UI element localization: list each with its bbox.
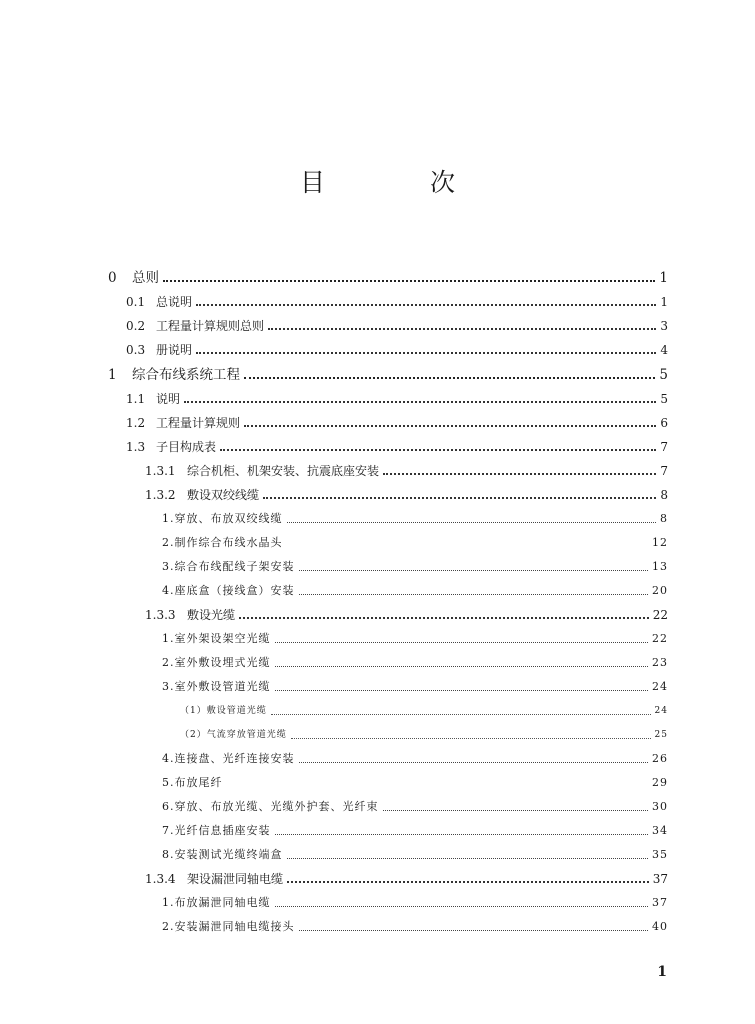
toc-entry-label: 敷设双绞线缆: [187, 488, 260, 502]
leader-dots: [299, 594, 649, 595]
toc-entry-label: 2.制作综合布线水晶头: [162, 536, 283, 549]
toc-entry-page: 7: [660, 440, 668, 454]
leader-dots: [196, 304, 656, 306]
toc-entry-page: 37: [652, 896, 668, 909]
toc-entry-page: 22: [652, 632, 668, 645]
toc-entry-section[interactable]: [126, 290, 668, 314]
toc-entry-page: 23: [652, 656, 668, 669]
leader-dots: [299, 570, 649, 571]
leader-dots: [271, 714, 651, 715]
toc-entry-page: 24: [652, 680, 668, 693]
toc-entry-item[interactable]: [162, 747, 668, 771]
toc-entry-page: 37: [652, 872, 668, 886]
leader-dots: [196, 352, 656, 354]
toc-entry-number: 1.3.3: [145, 608, 176, 622]
leader-dots: [263, 497, 656, 499]
toc-entry-section[interactable]: [126, 435, 668, 459]
toc-entry-page: 12: [652, 536, 668, 549]
toc-entry-number: 0.2: [126, 319, 146, 333]
toc-entry-section[interactable]: [126, 411, 668, 435]
toc-entry-label: 8.安装测试光缆终端盒: [162, 848, 283, 861]
leader-dots: [184, 401, 656, 403]
toc-entry-label: 1.穿放、布放双绞线缆: [162, 512, 283, 525]
leader-dots: [275, 834, 649, 835]
toc-entry-page: 8: [660, 512, 668, 525]
toc-entry-number: 1.3.1: [145, 464, 176, 478]
toc-entry-label: 说明: [156, 392, 181, 406]
toc-entry-number: 0.1: [126, 295, 146, 309]
toc-entry-item[interactable]: [162, 579, 668, 603]
toc-entry-item[interactable]: [162, 891, 668, 915]
toc-entry-section[interactable]: [126, 338, 668, 362]
toc-entry-label: 2.安装漏泄同轴电缆接头: [162, 920, 295, 933]
leader-dots: [244, 425, 656, 427]
toc-entry-number: 0: [108, 270, 117, 286]
toc-entry-label: 综合机柜、机架安装、抗震底座安装: [187, 464, 380, 478]
toc-entry-chapter-0[interactable]: [108, 266, 668, 290]
leader-dots: [299, 930, 649, 931]
toc-entry-item[interactable]: [162, 819, 668, 843]
toc-entry-label: 6.穿放、布放光缆、光缆外护套、光纤束: [162, 800, 379, 813]
toc-entry-page: 5: [660, 392, 668, 406]
leader-dots: [275, 690, 649, 691]
toc-entry-page: 30: [652, 800, 668, 813]
leader-space: [287, 546, 649, 547]
leader-dots: [239, 617, 649, 619]
leader-dots: [163, 280, 655, 282]
toc-entry-page: 20: [652, 584, 668, 597]
toc-entry-label: 3.室外敷设管道光缆: [162, 680, 271, 693]
toc-entry-label: 1.布放漏泄同轴电缆: [162, 896, 271, 909]
toc-entry-label: 工程量计算规则总则: [156, 319, 265, 333]
toc-entry-label: 敷设光缆: [187, 608, 236, 622]
toc-entry-label: 5.布放尾纤: [162, 776, 223, 789]
toc-entry-number: 1.3: [126, 440, 146, 454]
toc-entry-label: 工程量计算规则: [156, 416, 241, 430]
toc-entry-page: 13: [652, 560, 668, 573]
toc-entry-item[interactable]: [162, 555, 668, 579]
toc-entry-page: 6: [660, 416, 668, 430]
leader-dots: [220, 449, 656, 451]
toc-entry-page: 29: [652, 776, 668, 789]
toc-entry-page: 1: [660, 295, 668, 309]
toc-entry-item[interactable]: [162, 771, 668, 795]
toc-entry-page: 25: [654, 730, 668, 740]
leader-space: [227, 786, 649, 787]
toc-entry-label: 总说明: [156, 295, 193, 309]
toc-entry-subsection[interactable]: [145, 867, 668, 891]
toc-entry-page: 1: [659, 270, 668, 286]
toc-entry-number: 1.1: [126, 392, 146, 406]
leader-dots: [383, 473, 656, 475]
toc-entry-page: 8: [660, 488, 668, 502]
toc-entry-item[interactable]: [162, 843, 668, 867]
toc-entry-item[interactable]: [162, 795, 668, 819]
toc-entry-page: 24: [654, 706, 668, 716]
toc-entry-item[interactable]: [162, 507, 668, 531]
toc-entry-page: 5: [659, 367, 668, 383]
toc-entry-subitem[interactable]: [180, 699, 668, 723]
toc-entry-chapter-1[interactable]: [108, 363, 668, 387]
toc-entry-section[interactable]: [126, 387, 668, 411]
toc-entry-item[interactable]: [162, 531, 668, 555]
leader-dots: [299, 762, 649, 763]
toc-entry-number: 1.3.4: [145, 872, 176, 886]
toc-entry-label: 2.室外敷设埋式光缆: [162, 656, 271, 669]
toc-entry-page: 22: [652, 608, 668, 622]
toc-entry-item[interactable]: [162, 675, 668, 699]
leader-dots: [287, 522, 657, 523]
leader-dots: [383, 810, 649, 811]
toc-entry-number: 1.3.2: [145, 488, 176, 502]
toc-entry-subsection[interactable]: [145, 483, 668, 507]
toc-entry-label: 册说明: [156, 343, 193, 357]
toc-entry-label: 3.综合布线配线子架安装: [162, 560, 295, 573]
toc-entry-page: 4: [660, 343, 668, 357]
page-number: 1: [657, 964, 667, 980]
toc-entry-subitem[interactable]: [180, 723, 668, 747]
leader-dots: [275, 666, 649, 667]
toc-entry-subsection[interactable]: [145, 603, 668, 627]
toc-entry-subsection[interactable]: [145, 459, 668, 483]
toc-entry-page: 7: [660, 464, 668, 478]
toc-entry-label: 总则: [132, 270, 159, 286]
toc-entry-item[interactable]: [162, 627, 668, 651]
toc-entry-number: 1: [108, 367, 117, 383]
toc-entry-label: 4.座底盒（接线盒）安装: [162, 584, 295, 597]
toc-entry-label: （1）敷设管道光缆: [180, 706, 267, 716]
toc-entry-label: （2）气流穿放管道光缆: [180, 730, 287, 740]
toc-entry-page: 3: [660, 319, 668, 333]
toc-entry-label: 子目构成表: [156, 440, 217, 454]
toc-entry-label: 综合布线系统工程: [132, 367, 240, 383]
toc-entry-page: 35: [652, 848, 668, 861]
toc-entry-page: 40: [652, 920, 668, 933]
toc-entry-page: 34: [652, 824, 668, 837]
toc-entry-label: 4.连接盘、光纤连接安装: [162, 752, 295, 765]
leader-dots: [244, 377, 655, 379]
toc-entry-label: 1.室外架设架空光缆: [162, 632, 271, 645]
leader-dots: [275, 642, 649, 643]
toc-entry-number: 1.2: [126, 416, 146, 430]
toc-entry-section[interactable]: [126, 314, 668, 338]
leader-dots: [275, 906, 649, 907]
toc-entry-item[interactable]: [162, 651, 668, 675]
toc-entry-label: 7.光纤信息插座安装: [162, 824, 271, 837]
leader-dots: [291, 738, 651, 739]
toc-entry-label: 架设漏泄同轴电缆: [187, 872, 284, 886]
toc-entry-item[interactable]: [162, 915, 668, 939]
leader-dots: [287, 881, 649, 883]
toc-entry-page: 26: [652, 752, 668, 765]
leader-dots: [287, 858, 649, 859]
leader-dots: [268, 328, 656, 330]
toc-entry-number: 0.3: [126, 343, 146, 357]
page-title: 目 次: [299, 168, 495, 197]
